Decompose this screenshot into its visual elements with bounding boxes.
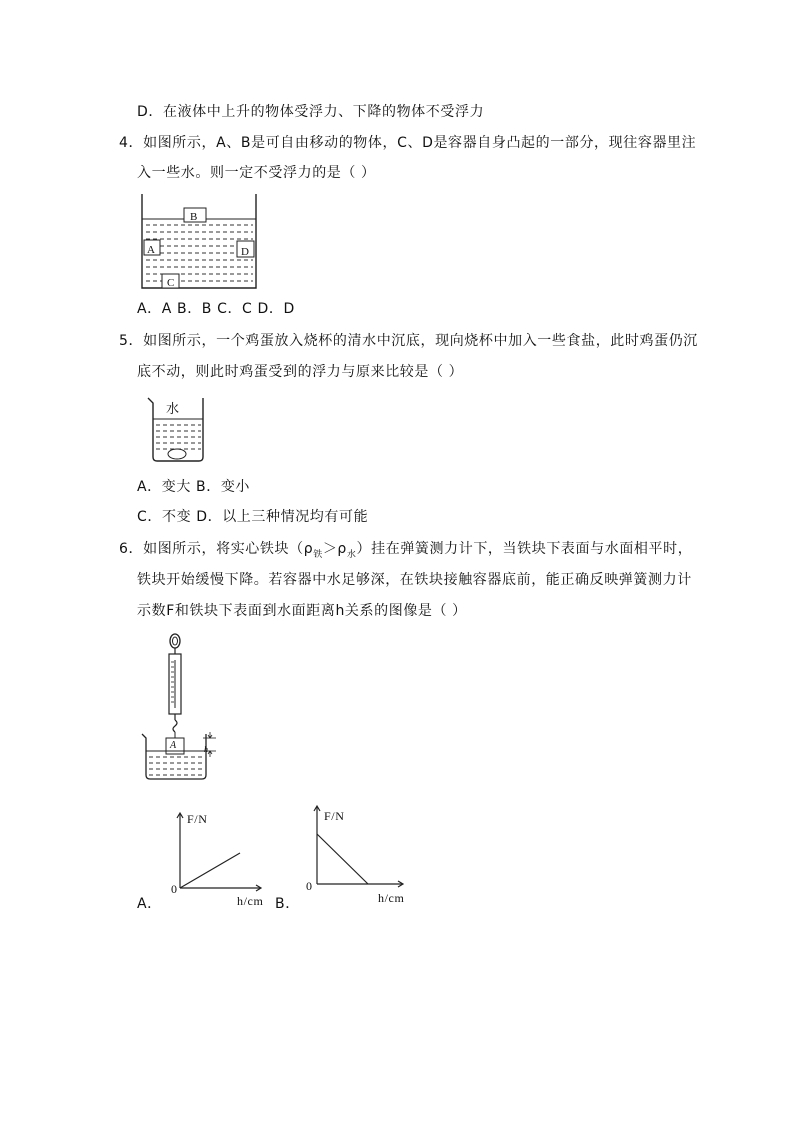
q5-stem-line1: 5．如图所示，一个鸡蛋放入烧杯的清水中沉底，现向烧杯中加入一些食盐，此时鸡蛋仍沉 xyxy=(119,333,698,349)
graph-a xyxy=(170,808,270,898)
label-c: C xyxy=(167,277,175,289)
q6-line1-pre: 6．如图所示，将实心铁块（ρ xyxy=(119,541,314,557)
q6-sub-water: 水 xyxy=(346,549,357,560)
q6-sub-iron: 铁 xyxy=(313,549,323,560)
q5-options-row1: A．变大 B．变小 xyxy=(137,479,251,495)
q6-stem-line1 xyxy=(119,539,692,565)
q6-line1-post: ）挂在弹簧测力计下，当铁块下表面与水面相平时， xyxy=(356,541,693,557)
graph-a-option: A． xyxy=(137,896,162,912)
label-d: D xyxy=(241,246,250,258)
q5-stem-line2: 底不动，则此时鸡蛋受到的浮力与原来比较是（ ） xyxy=(137,364,464,380)
graph-a-ylabel: F/N xyxy=(187,812,208,826)
q4-stem-line2: 入一些水。则一定不受浮力的是（ ） xyxy=(137,165,376,181)
q3-option-d: D．在液体中上升的物体受浮力、下降的物体不受浮力 xyxy=(137,104,485,120)
q4-container-figure xyxy=(138,192,262,290)
q4-options: A．A B．B C．C D．D xyxy=(137,301,295,317)
graph-b-ylabel: F/N xyxy=(324,809,345,823)
iron-block-label: A xyxy=(170,740,177,751)
graph-b xyxy=(308,801,408,891)
graph-a-xlabel: h/cm xyxy=(237,894,264,908)
graph-b-origin: 0 xyxy=(306,879,313,893)
h-marker-label: h xyxy=(204,745,209,754)
graph-b-curve xyxy=(317,834,368,884)
graph-a-origin: 0 xyxy=(171,882,178,896)
q5-options-row2: C．不变 D．以上三种情况均有可能 xyxy=(137,509,369,525)
graph-b-option: B． xyxy=(275,896,300,912)
q6-gt: ＞ρ xyxy=(322,541,347,557)
q4-stem-line1: 4．如图所示，A、B是可自由移动的物体，C、D是容器自身凸起的一部分，现往容器里注 xyxy=(119,135,697,151)
graph-b-xlabel: h/cm xyxy=(378,891,405,905)
q6-stem-line2: 铁块开始缓慢下降。若容器中水足够深，在铁块接触容器底前，能正确反映弹簧测力计 xyxy=(137,572,692,588)
water-label: 水 xyxy=(166,402,180,417)
label-a: A xyxy=(147,244,156,256)
graph-a-curve xyxy=(180,853,240,888)
egg xyxy=(168,449,186,459)
label-b: B xyxy=(190,211,198,223)
q6-stem-line3: 示数F和铁块下表面到水面距离h关系的图像是（ ） xyxy=(137,603,467,619)
